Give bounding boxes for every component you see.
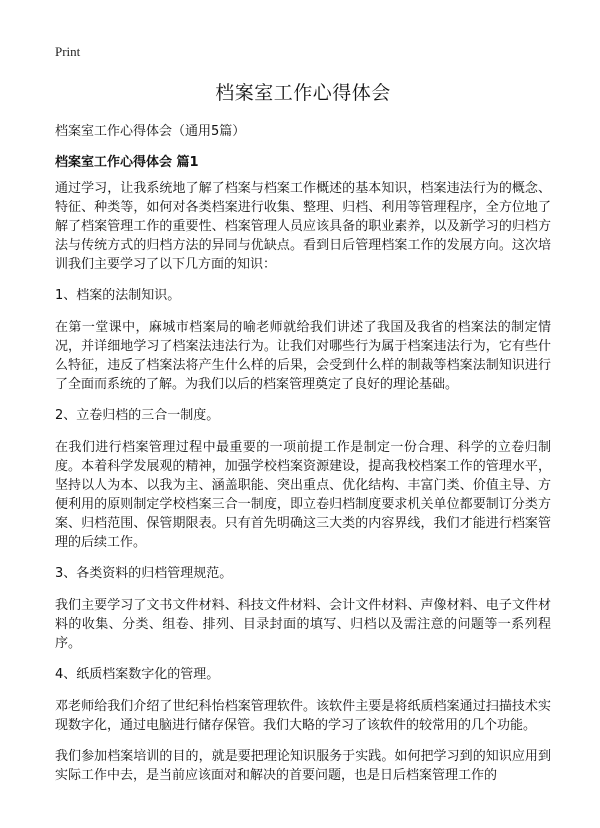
page-title: 档案室工作心得体会 [215, 82, 391, 104]
paragraph-intro: 通过学习，让我系统地了解了档案与档案工作概述的基本知识，档案违法行为的概念、特征、种类等，如何对各类档案进行收集、整理、归档、利用等管理程序，全方位地了解了档案管理工作的重要性、档案管理人员应该具备的职业素养，以及新学习的归档方法与传统方式的归档方法的异同与优缺点。看到日后管理档案工作的发展方向。这次培训我们主要学习了以下几方面的知识： [55, 181, 551, 272]
paragraph: 邓老师给我们介绍了世纪科怡档案管理软件。该软件主要是将纸质档案通过扫描技术实现数字化，通过电脑进行储存保管。我们大略的学习了该软件的较常用的几个功能。 [55, 699, 551, 733]
print-link[interactable]: Print [55, 44, 81, 59]
list-item-heading: 1、档案的法制知识。 [55, 288, 181, 303]
section-heading: 档案室工作心得体会 篇1 [55, 155, 199, 170]
document-body [55, 179, 551, 797]
list-item-heading: 4、纸质档案数字化的管理。 [55, 667, 220, 682]
paragraph: 我们参加档案培训的目的，就是要把理论知识服务于实践。如何把学习到的知识应用到实际工作中去，是当前应该面对和解决的首要问题，也是日后档案管理工作的 [55, 749, 551, 783]
paragraph: 在第一堂课中，麻城市档案局的喻老师就给我们讲述了我国及我省的档案法的制定情况，并详细地学习了档案法违法行为。让我们对哪些行为属于档案违法行为，它有些什么特征，违反了档案法将产生什么样的后果，会受到什么样的制裁等档案法制知识进行了全面而系统的了解。为我们以后的档案管理奠定了良好的理论基础。 [55, 320, 551, 392]
list-item-heading: 2、立卷归档的三合一制度。 [55, 408, 220, 423]
paragraph: 在我们进行档案管理过程中最重要的一项前提工作是制定一份合理、科学的立卷归制度。本着科学发展观的精神，加强学校档案资源建设，提高我校档案工作的管理水平，坚持以人为本、以我为主、涵盖职能、突出重点、优化结构、丰富门类、价值主导、方便利用的原则制定学校档案三合一制度，即立卷归档制度要求机关单位都要制订分类方案、归档范围、保管期限表。只有首先明确这三大类的内容界线，我们才能进行档案管理的后续工作。 [55, 440, 551, 550]
list-item-heading: 3、各类资料的归档管理规范。 [55, 566, 233, 581]
paragraph: 我们主要学习了文书文件材料、科技文件材料、会计文件材料、声像材料、电子文件材料的收集、分类、组卷、排列、目录封面的填写、归档以及需注意的问题等一系列程序。 [55, 598, 551, 651]
document-subtitle: 档案室工作心得体会（通用5篇） [55, 124, 246, 139]
